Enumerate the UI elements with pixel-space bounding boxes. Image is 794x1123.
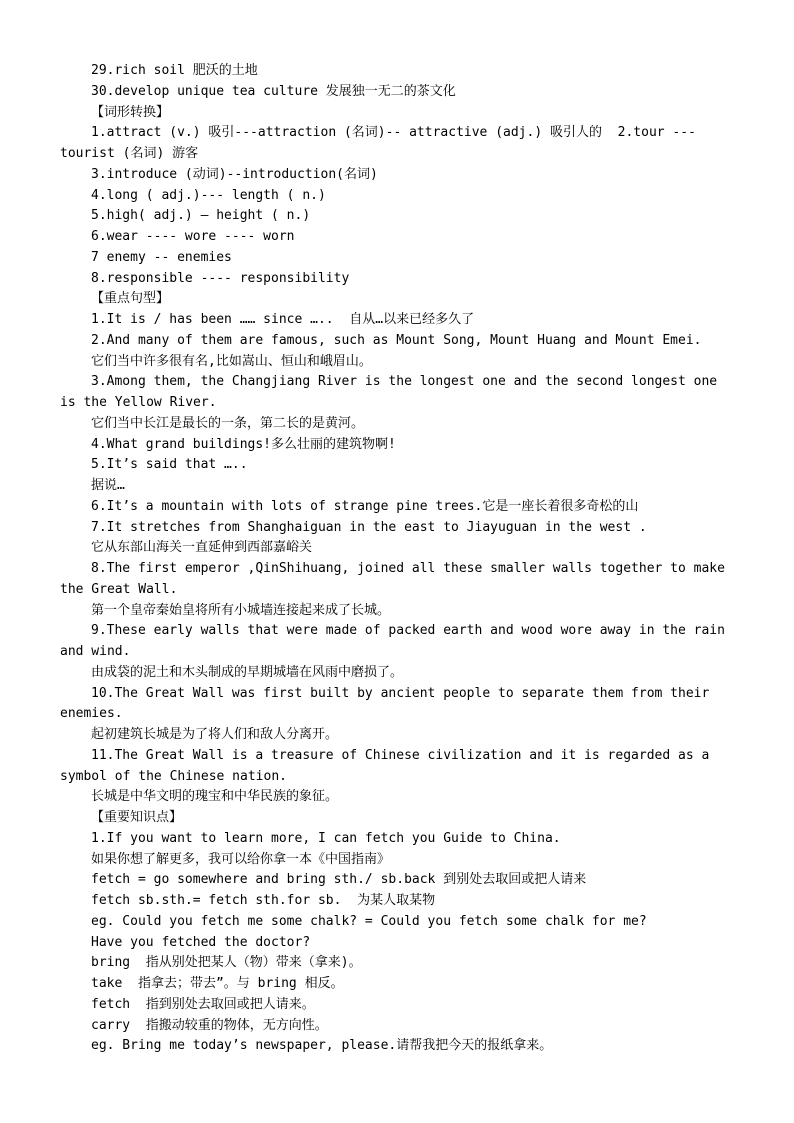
sentence-2: 2.And many of them are famous, such as Mount Song, Mount Huang and Mount Emei. bbox=[91, 332, 702, 348]
sentence-1: 1.It is / has been …… since ….. 自从…以来已经多久了 bbox=[91, 312, 475, 327]
word-form-item-3: 3.introduce (动词)--introduction(名词) bbox=[91, 166, 378, 182]
sentence-8: 8.The first emperor ,QinShihuang, joined all these smaller walls together to make the Great Wall. bbox=[60, 561, 733, 597]
section-heading-key-sentences: 【重点句型】 bbox=[91, 291, 170, 307]
sentence-2-translation: 它们当中许多很有名,比如嵩山、恒山和峨眉山。 bbox=[91, 353, 372, 369]
carry-definition: carry 指搬动较重的物体，无方向性。 bbox=[91, 1017, 328, 1033]
word-form-item-6: 6.wear ---- wore ---- worn bbox=[91, 229, 295, 244]
sentence-5: 5.It’s said that ….. bbox=[91, 457, 248, 473]
word-form-item-1-2: 1.attract (v.) 吸引---attraction (名词)-- attractive (adj.) 吸引人的 2.tour ---tourist (名词) 游客 bbox=[60, 125, 696, 161]
sentence-11-translation: 长城是中华文明的瑰宝和中华民族的象征。 bbox=[91, 789, 339, 805]
bring-definition: bring 指从别处把某人（物）带来（拿来)。 bbox=[91, 955, 362, 971]
fetch-definition: fetch = go somewhere and bring sth./ sb.back 到别处去取回或把人请来 bbox=[91, 872, 587, 888]
vocab-item-29: 29.rich soil 肥沃的土地 bbox=[91, 63, 258, 78]
section-heading-word-forms: 【词形转换】 bbox=[91, 104, 170, 120]
word-form-item-8: 8.responsible ---- responsibility bbox=[91, 270, 350, 286]
point-1: 1.If you want to learn more, I can fetch you Guide to China. bbox=[91, 830, 561, 846]
sentence-8-translation: 第一个皇帝秦始皇将所有小城墙连接起来成了长城。 bbox=[91, 602, 391, 618]
sentence-7: 7.It stretches from Shanghaiguan in the east to Jiayuguan in the west . bbox=[91, 519, 647, 535]
fetch-example-1: eg. Could you fetch me some chalk? = Could you fetch some chalk for me? bbox=[91, 913, 647, 929]
take-definition: take 指拿去；带去”。与 bring 相反。 bbox=[91, 976, 344, 991]
sentence-11: 11.The Great Wall is a treasure of Chinese civilization and it is regarded as a symbol of the Chinese nation. bbox=[60, 747, 718, 784]
word-form-item-7: 7 enemy -- enemies bbox=[91, 249, 232, 265]
word-form-item-4: 4.long ( adj.)--- length ( n.) bbox=[91, 187, 326, 203]
sentence-9: 9.These early walls that were made of packed earth and wood wore away in the rain and wind. bbox=[60, 623, 733, 659]
sentence-3-translation: 它们当中长江是最长的一条，第二长的是黄河。 bbox=[91, 415, 365, 431]
fetch-definition-2: fetch 指到别处去取回或把人请来。 bbox=[91, 996, 315, 1012]
fetch-pattern: fetch sb.sth.= fetch sth.for sb. 为某人取某物 bbox=[91, 893, 436, 908]
point-1-translation: 如果你想了解更多，我可以给你拿一本《中国指南》 bbox=[91, 851, 391, 867]
sentence-7-translation: 它从东部山海关一直延伸到西部嘉峪关 bbox=[91, 540, 313, 556]
sentence-6: 6.It’s a mountain with lots of strange pine trees.它是一座长着很多奇松的山 bbox=[91, 498, 639, 514]
fetch-example-2: Have you fetched the doctor? bbox=[91, 934, 311, 950]
sentence-3: 3.Among them, the Changjiang River is the longest one and the second longest one is the Yellow River. bbox=[60, 374, 725, 410]
section-heading-key-points: 【重要知识点】 bbox=[91, 810, 183, 825]
vocab-item-30: 30.develop unique tea culture 发展独一无二的茶文化 bbox=[91, 83, 456, 99]
sentence-5-translation: 据说… bbox=[91, 478, 125, 493]
bring-example: eg. Bring me today’s newspaper, please.请帮我把今天的报纸拿来。 bbox=[91, 1038, 553, 1054]
sentence-10: 10.The Great Wall was first built by ancient people to separate them from their enemies. bbox=[60, 685, 718, 722]
document-page bbox=[60, 61, 736, 1057]
sentence-10-translation: 起初建筑长城是为了将人们和敌人分离开。 bbox=[91, 727, 339, 742]
word-form-item-5: 5.high( adj.) – height ( n.) bbox=[91, 208, 311, 224]
sentence-4: 4.What grand buildings!多么壮丽的建筑物啊! bbox=[91, 436, 396, 452]
sentence-9-translation: 由成袋的泥土和木头制成的早期城墙在风雨中磨损了。 bbox=[91, 664, 404, 680]
